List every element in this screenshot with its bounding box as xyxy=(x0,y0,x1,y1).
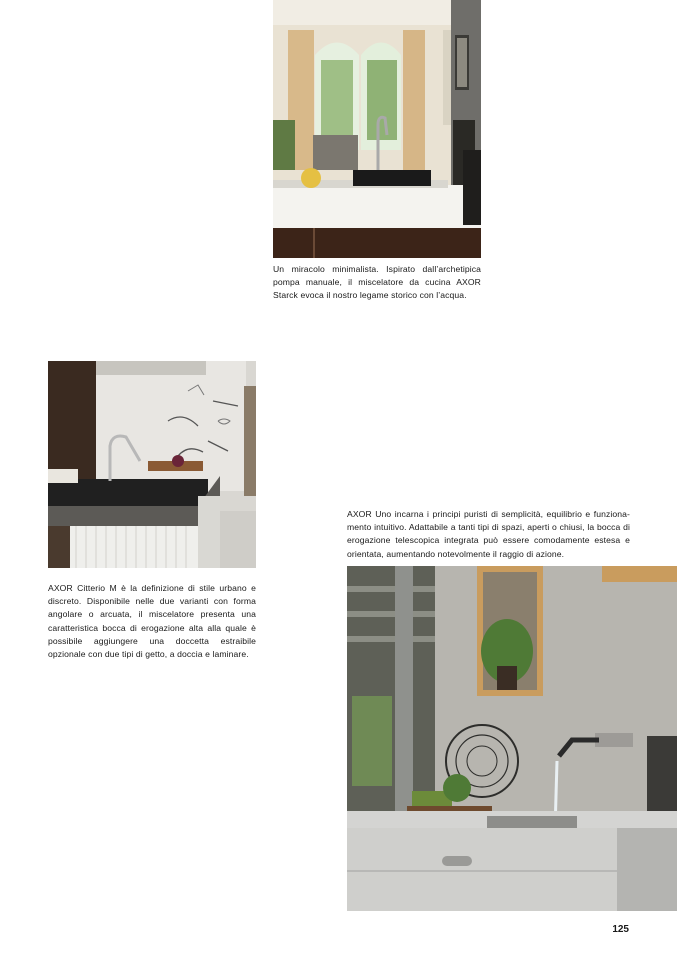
caption-axor-citterio: AXOR Citterio M è la definizione di stile urbano e discreto. Disponibile nelle due varianti con forma angolare o arcuata, il miscelatore presenta una caratteristica bocca di erogazione alta alla quale è possibile aggiungere una doccetta estraibile opzionale con due tipi di getto, a doccia e laminare. xyxy=(48,583,256,660)
caption-axor-uno: AXOR Uno incarna i principi puristi di semplicità, equilibrio e funziona-mento intuitivo. Adattabile a tanti tipi di spazi, aperti o chiusi, la bocca di erogazione telescopica integrata può essere comodamente estesa e orientata, aumentando notevolmente il raggio di azione. xyxy=(347,509,630,559)
caption-axor-starck: Un miracolo minimalista. Ispirato dall’archetipica pompa manuale, il miscelatore da cucina AXOR Starck evoca il nostro legame storico con l’acqua. xyxy=(273,264,481,301)
photo-axor-starck-kitchen xyxy=(273,0,481,258)
photo-axor-citterio-kitchen xyxy=(48,361,256,568)
photo-axor-uno-kitchen xyxy=(347,566,677,911)
page-number: 125 xyxy=(612,924,629,935)
